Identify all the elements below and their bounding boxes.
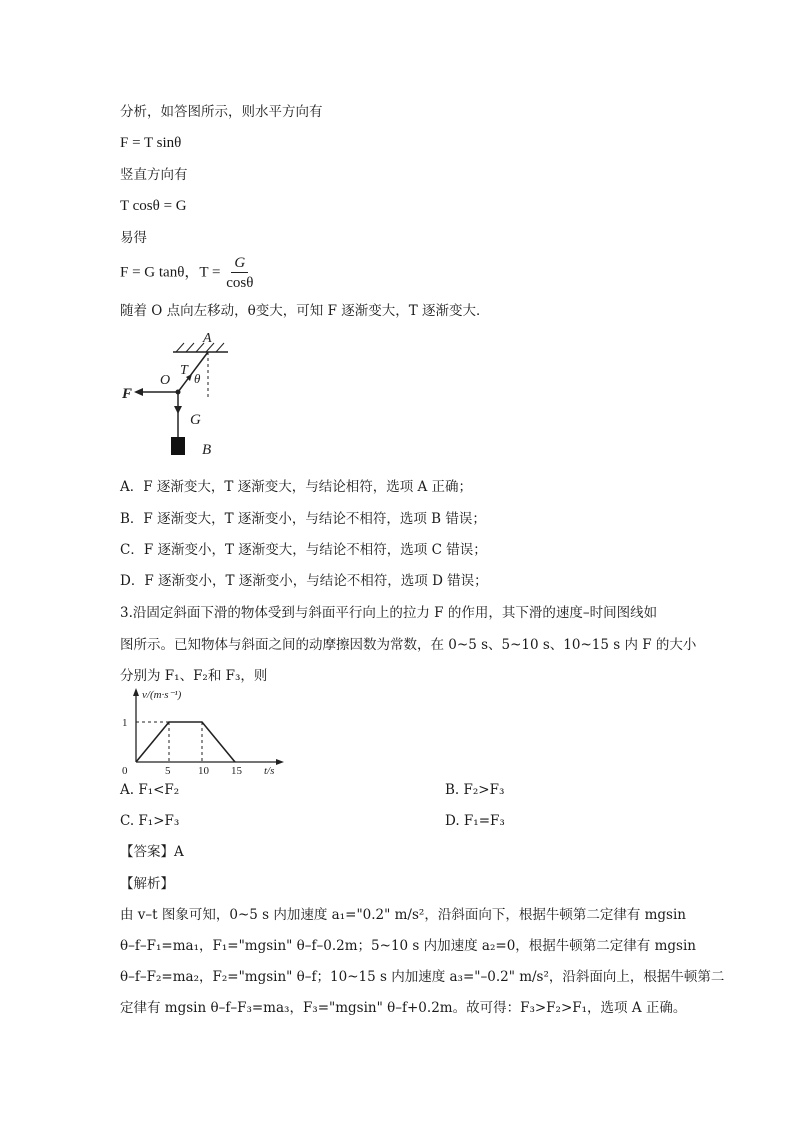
vertical-label: 竖直方向有 <box>120 167 188 183</box>
question-3-line-2: 图所示。已知物体与斜面之间的动摩擦因数为常数，在 0~5 s、5~10 s、10~15 s 内 F 的大小 <box>120 637 697 653</box>
conclusion: 随着 O 点向左移动，θ变大，可知 F 逐渐变大，T 逐渐变大． <box>120 303 490 319</box>
label-t: T <box>180 363 188 378</box>
velocity-time-chart <box>118 688 290 776</box>
x-tick-label: 15 <box>231 765 242 776</box>
y-axis-arrow <box>133 688 139 696</box>
explanation-line-4: 定律有 mgsin θ–f–F₃=ma₃，F₃="mgsin" θ–f+0.2m。故可得：F₃>F₂>F₁，选项 A 正确。 <box>120 1000 687 1016</box>
y-axis-label: v/(m·s⁻¹) <box>142 689 182 701</box>
label-a: A <box>203 331 212 346</box>
x-tick-label: 0 <box>122 765 128 776</box>
x-tick-label: 10 <box>198 765 209 776</box>
analysis-intro: 分析，如答图所示，则水平方向有 <box>120 104 323 120</box>
explanation-line-3: θ–f–F₂=ma₂，F₂="mgsin" θ–f；10~15 s 内加速度 a₃="–0.2" m/s²，沿斜面向上，根据牛顿第二 <box>120 969 725 985</box>
option-c: C．F 逐渐变小，T 逐渐变大，与结论不相符，选项 C 错误； <box>120 542 487 558</box>
explanation-line-1: 由 v–t 图象可知，0~5 s 内加速度 a₁="0.2" m/s²，沿斜面向下，根据牛顿第二定律有 mgsin <box>120 907 686 923</box>
label-o: O <box>160 373 171 388</box>
fraction-numerator: G <box>231 255 248 273</box>
analysis-heading: 【解析】 <box>120 876 174 892</box>
label-theta: θ <box>194 371 201 386</box>
label-b: B <box>202 442 212 458</box>
option-b: B．F 逐渐变大，T 逐渐变小，与结论不相符，选项 B 错误； <box>120 511 486 527</box>
equation-horizontal: F = T sinθ <box>120 135 182 151</box>
question-3-line-3: 分别为 F₁、F₂和 F₃，则 <box>120 668 268 684</box>
x-tick-label: 5 <box>165 765 171 776</box>
y-tick-label: 1 <box>122 717 128 729</box>
question-3-line-1: 3.沿固定斜面下滑的物体受到与斜面平行向上的拉力 F 的作用，其下滑的速度–时间图线如 <box>120 605 658 621</box>
fraction-denominator: cosθ <box>226 275 254 291</box>
equation-vertical: T cosθ = G <box>120 198 187 214</box>
label-g: G <box>190 412 201 428</box>
velocity-series-line <box>136 722 235 762</box>
equation-result-left: F = G tanθ，T = <box>120 264 221 281</box>
option-a: A．F 逐渐变大，T 逐渐变大，与结论相符，选项 A 正确； <box>120 479 473 495</box>
choice-d: D. F₁=F₃ <box>445 813 505 829</box>
x-axis-label: t/s <box>264 765 275 776</box>
x-axis-arrow <box>276 759 284 765</box>
equation-result <box>120 255 253 291</box>
easy-label: 易得 <box>120 230 147 246</box>
choice-a: A. F₁<F₂ <box>120 782 180 798</box>
explanation-line-2: θ–f–F₁=ma₁，F₁="mgsin" θ–f–0.2m；5~10 s 内加速度 a₂=0，根据牛顿第二定律有 mgsin <box>120 938 696 954</box>
fraction <box>226 255 253 291</box>
label-f: F <box>122 386 133 402</box>
option-d: D．F 逐渐变小，T 逐渐变小，与结论不相符，选项 D 错误； <box>120 573 488 589</box>
force-diagram <box>118 330 238 460</box>
choice-c: C. F₁>F₃ <box>120 813 180 829</box>
choice-b: B. F₂>F₃ <box>445 782 505 798</box>
answer: 【答案】A <box>120 844 184 860</box>
